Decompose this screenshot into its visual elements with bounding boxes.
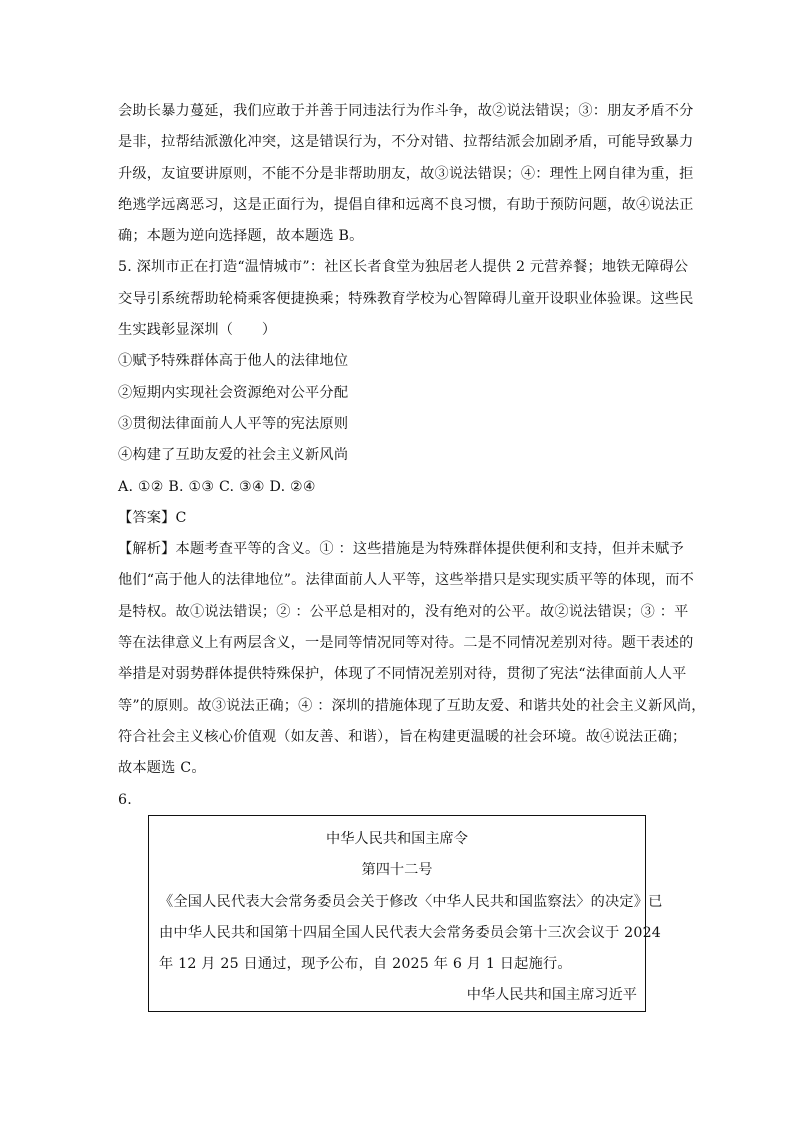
answer-label: 【答案】C	[118, 509, 187, 526]
option-statement-2: ②短期内实现社会资源绝对公平分配	[118, 384, 349, 401]
question-5-stem: 交导引系统帮助轮椅乘客便捷换乘；特殊教育学校为心智障碍儿童开设职业体验课。这些民	[118, 290, 694, 307]
text-line: 会助长暴力蔓延，我们应敢于并善于同违法行为作斗争，故②说法错误；③：朋友矛盾不分	[118, 103, 694, 119]
question-5-stem: 生实践彰显深圳（ ）	[118, 322, 277, 339]
decree-title: 中华人民共和国主席令	[326, 831, 468, 847]
option-statement-3: ③贯彻法律面前人人平等的宪法原则	[118, 415, 349, 432]
text-line: 是非，拉帮结派激化冲突，这是错误行为，不分对错、拉帮结派会加剧矛盾，可能导致暴力	[118, 134, 694, 151]
question-5-stem: 5. 深圳市正在打造“温情城市”：社区长者食堂为独居老人提供 2 元营养餐；地铁无障碍公	[118, 259, 689, 276]
option-statement-4: ④构建了互助友爱的社会主义新风尚	[118, 447, 349, 464]
presidential-decree-box	[148, 815, 663, 1012]
analysis-text: 举措是对弱势群体提供特殊保护，体现了不同情况差别对待，贯彻了宪法“法律面前人人平	[118, 666, 687, 683]
text-line: 升级，友谊要讲原则，不能不分是非帮助朋友，故③说法错误；④：理性上网自律为重，拒	[118, 165, 694, 182]
question-6-number: 6.	[118, 791, 132, 808]
document-text	[118, 96, 706, 816]
decree-number: 第四十二号	[361, 862, 433, 879]
option-statement-1: ①赋予特殊群体高于他人的法律地位	[118, 353, 349, 370]
analysis-text: 他们“高于他人的法律地位”。法律面前人人平等，这些举措只是实现实质平等的体现，而不	[118, 572, 695, 589]
text-line: 确；本题为逆向选择题，故本题选 B。	[118, 228, 364, 245]
analysis-text: 【解析】本题考查平等的含义。① ：这些措施是为特殊群体提供便利和支持，但并未赋予	[118, 541, 684, 558]
answer-choices: A. ①② B. ①③ C. ③④ D. ②④	[118, 478, 316, 495]
decree-body-line: 由中华人民共和国第十四届全国人民代表大会常务委员会第十三次会议于 2024	[159, 924, 662, 941]
analysis-text: 是特权。故①说法错误；② ：公平总是相对的，没有绝对的公平。故②说法错误；③ ：平	[118, 603, 689, 620]
analysis-text: 等在法律意义上有两层含义，一是同等情况同等对待。二是不同情况差别对待。题干表述的	[118, 635, 694, 652]
analysis-text: 故本题选 C。	[118, 760, 206, 777]
analysis-text: 等”的原则。故③说法正确；④ ：深圳的措施体现了互助友爱、和谐共处的社会主义新风尚，	[118, 697, 706, 714]
decree-body-line: 《全国人民代表大会常务委员会关于修改〈中华人民共和国监察法〉的决定》已	[159, 893, 663, 910]
analysis-text: 符合社会主义核心价值观（如友善、和谐），旨在构建更温暖的社会环境。故④说法正确；	[118, 728, 687, 745]
text-line: 绝逃学远离恶习，这是正面行为，提倡自律和远离不良习惯，有助于预防问题，故④说法正	[118, 196, 694, 213]
decree-signature: 中华人民共和国主席习近平	[466, 987, 637, 1004]
decree-body-line: 年 12 月 25 日通过，现予公布，自 2025 年 6 月 1 日起施行。	[159, 956, 572, 973]
